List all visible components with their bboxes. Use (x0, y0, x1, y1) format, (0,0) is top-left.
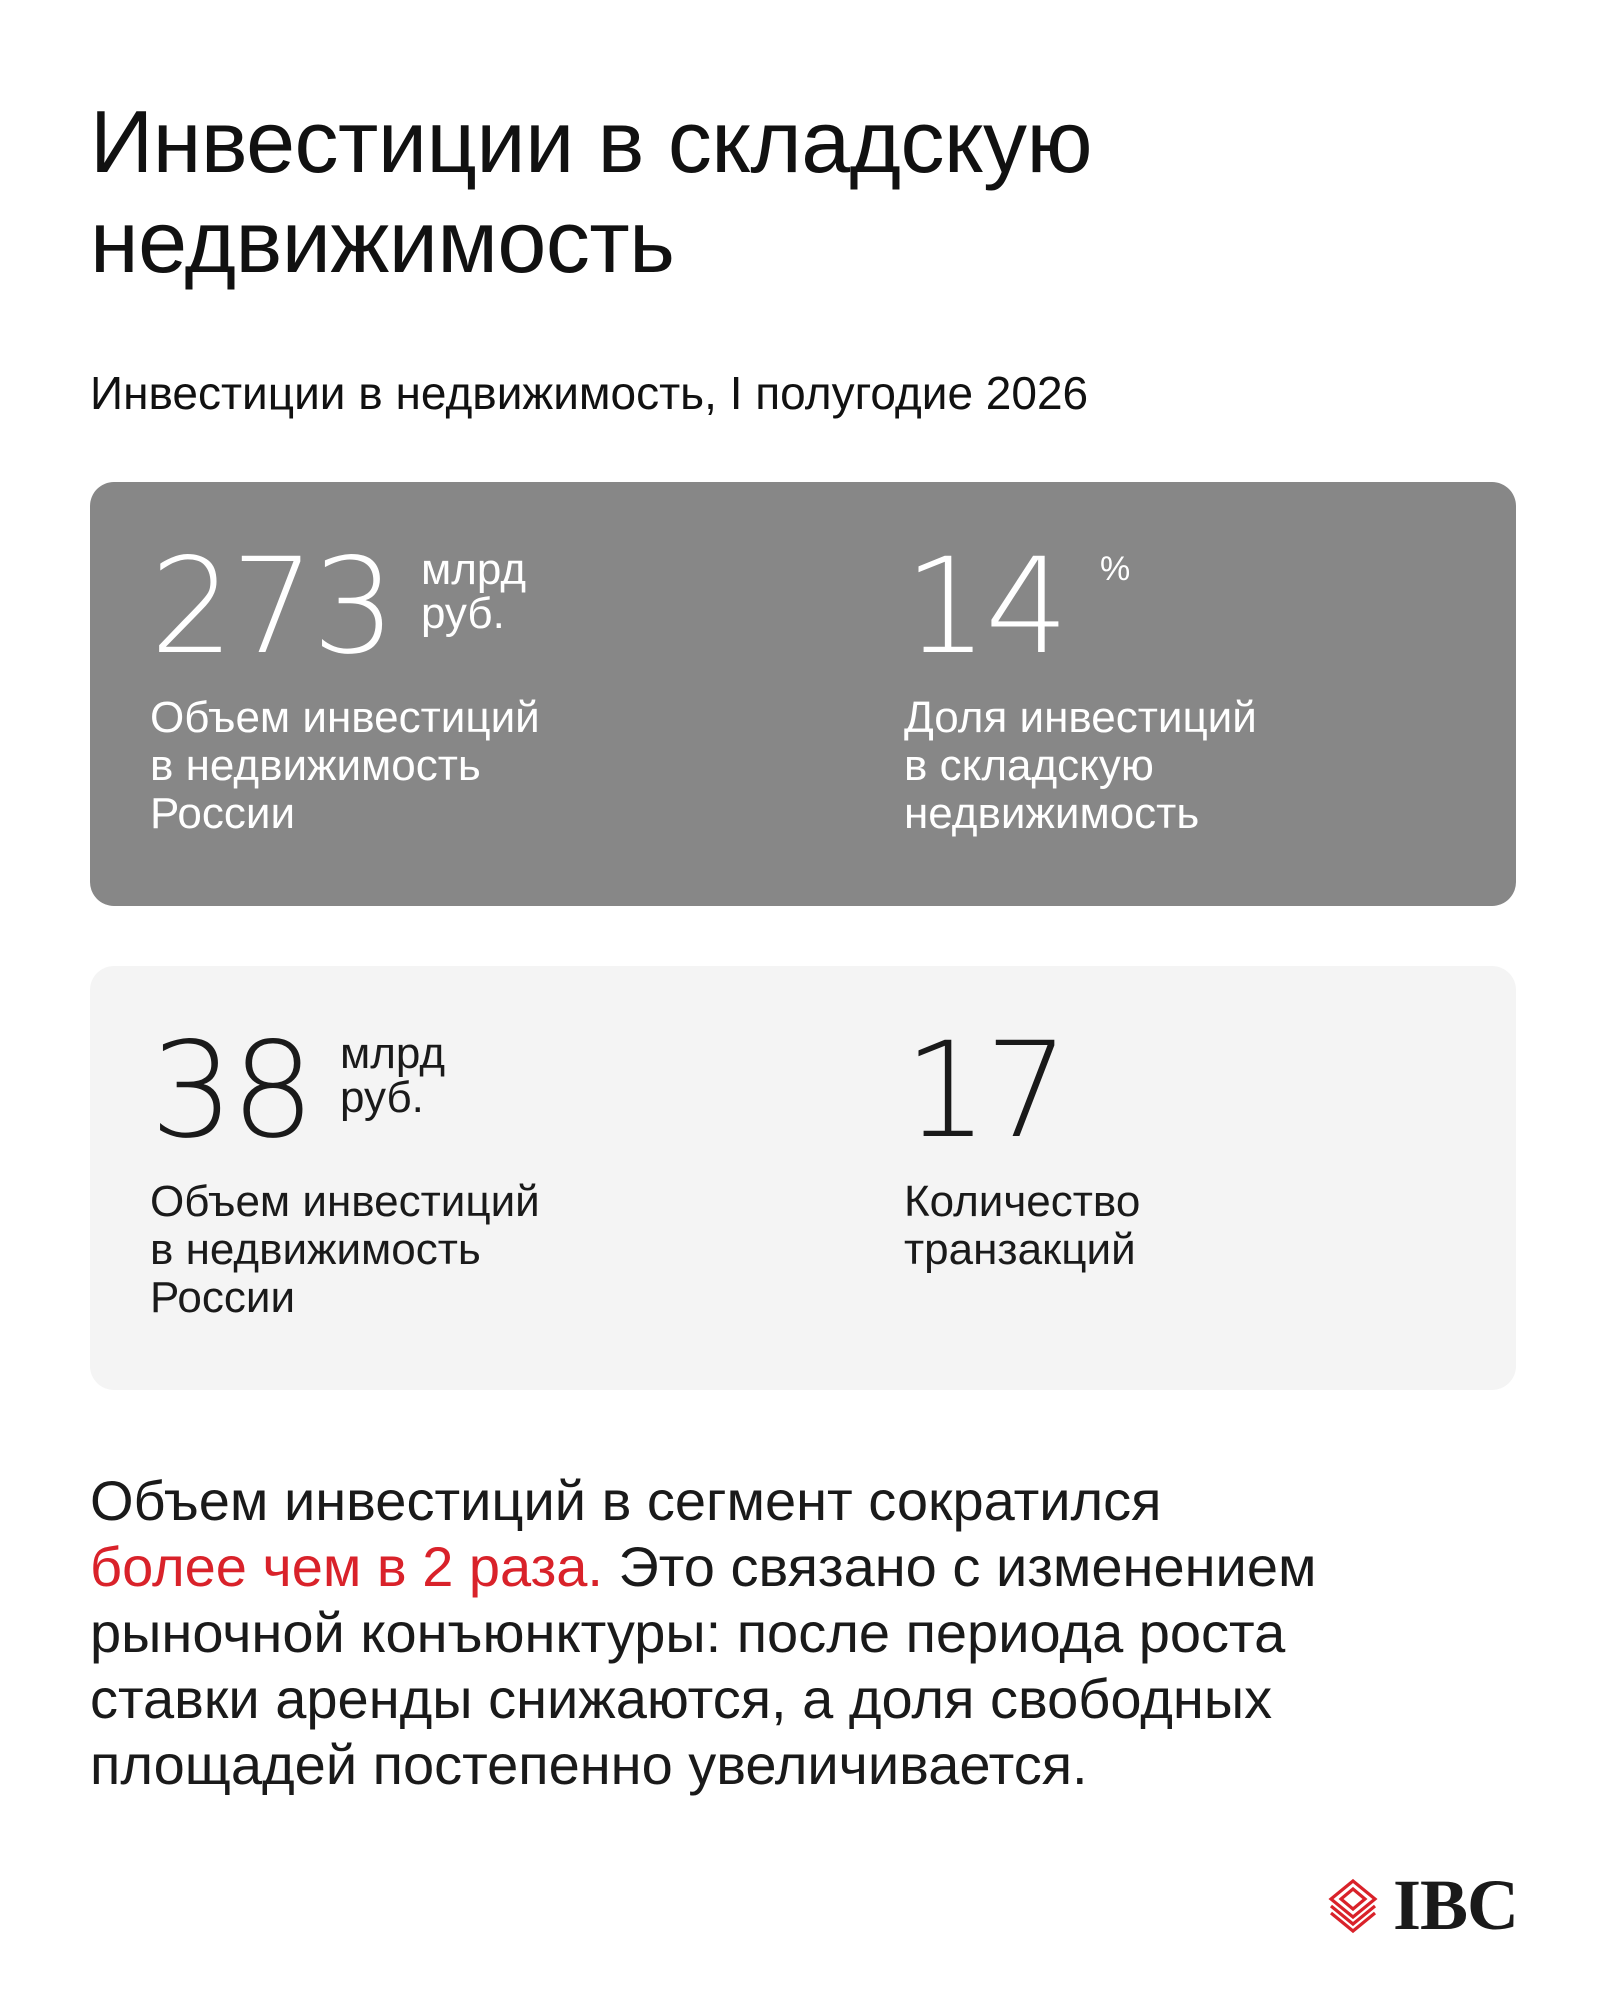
page-title-line-1: Инвестиции в складскую (90, 92, 1092, 191)
stat-value: 17 (904, 1014, 1066, 1168)
stat-warehouse-share (904, 530, 1257, 838)
summary-line-4: ставки аренды снижаются, а доля свободных (90, 1667, 1273, 1730)
stat-description-line-2: в складскую (904, 741, 1154, 790)
summary-highlight: более чем в 2 раза. (90, 1535, 603, 1598)
stat-unit-line-1: млрд (420, 545, 527, 594)
stat-description (150, 1178, 540, 1322)
summary-line-5: площадей постепенно увеличивается. (90, 1733, 1088, 1796)
page-title-line-2: недвижимость (90, 192, 675, 291)
stat-description (904, 1178, 1140, 1274)
summary-line-3: рыночной конъюнктуры: после периода роста (90, 1601, 1286, 1664)
brand-logo (1323, 1865, 1518, 1945)
brand-logo-text: IBC (1392, 1865, 1518, 1945)
stat-description-line-1: Количество (904, 1177, 1141, 1226)
stat-description-line-1: Объем инвестиций (150, 1177, 540, 1226)
stat-unit-line-2: руб. (420, 589, 505, 638)
ibc-layers-icon (1323, 1875, 1383, 1935)
stat-unit (339, 1029, 480, 1122)
stat-value: 273 (150, 530, 393, 684)
stat-description-line-2: в недвижимость (150, 1225, 481, 1274)
stat-unit-line-1: % (1099, 550, 1131, 588)
stat-warehouse-investment (150, 1014, 540, 1322)
stat-unit (1100, 552, 1240, 586)
stats-card-secondary (90, 966, 1516, 1390)
stat-description-line-3: России (150, 1273, 296, 1322)
summary-paragraph (90, 1468, 1530, 1798)
stat-description-line-2: в недвижимость (150, 741, 481, 790)
section-subtitle: Инвестиции в недвижимость, I полугодие 2026 (90, 367, 1089, 419)
stat-description-line-2: транзакций (904, 1225, 1136, 1274)
stat-unit-line-1: млрд (339, 1029, 446, 1078)
summary-line-2-rest: Это связано с изменением (602, 1535, 1317, 1598)
stat-unit (420, 545, 561, 638)
stat-description-line-3: недвижимость (904, 789, 1200, 838)
stat-description (150, 694, 561, 838)
stat-description-line-1: Доля инвестиций (904, 693, 1257, 742)
stat-total-investment (150, 530, 561, 838)
summary-line-2 (90, 1534, 1530, 1600)
stat-description-line-1: Объем инвестиций (150, 693, 540, 742)
stat-value: 38 (150, 1014, 312, 1168)
stat-unit-line-2: руб. (339, 1073, 424, 1122)
stat-description (904, 694, 1257, 838)
stats-card-primary (90, 482, 1516, 906)
summary-line-1: Объем инвестиций в сегмент сократился (90, 1469, 1162, 1532)
stat-value: 14 (904, 530, 1066, 684)
page-title (90, 92, 1490, 292)
stat-description-line-3: России (150, 789, 296, 838)
stat-transaction-count (904, 1014, 1141, 1274)
